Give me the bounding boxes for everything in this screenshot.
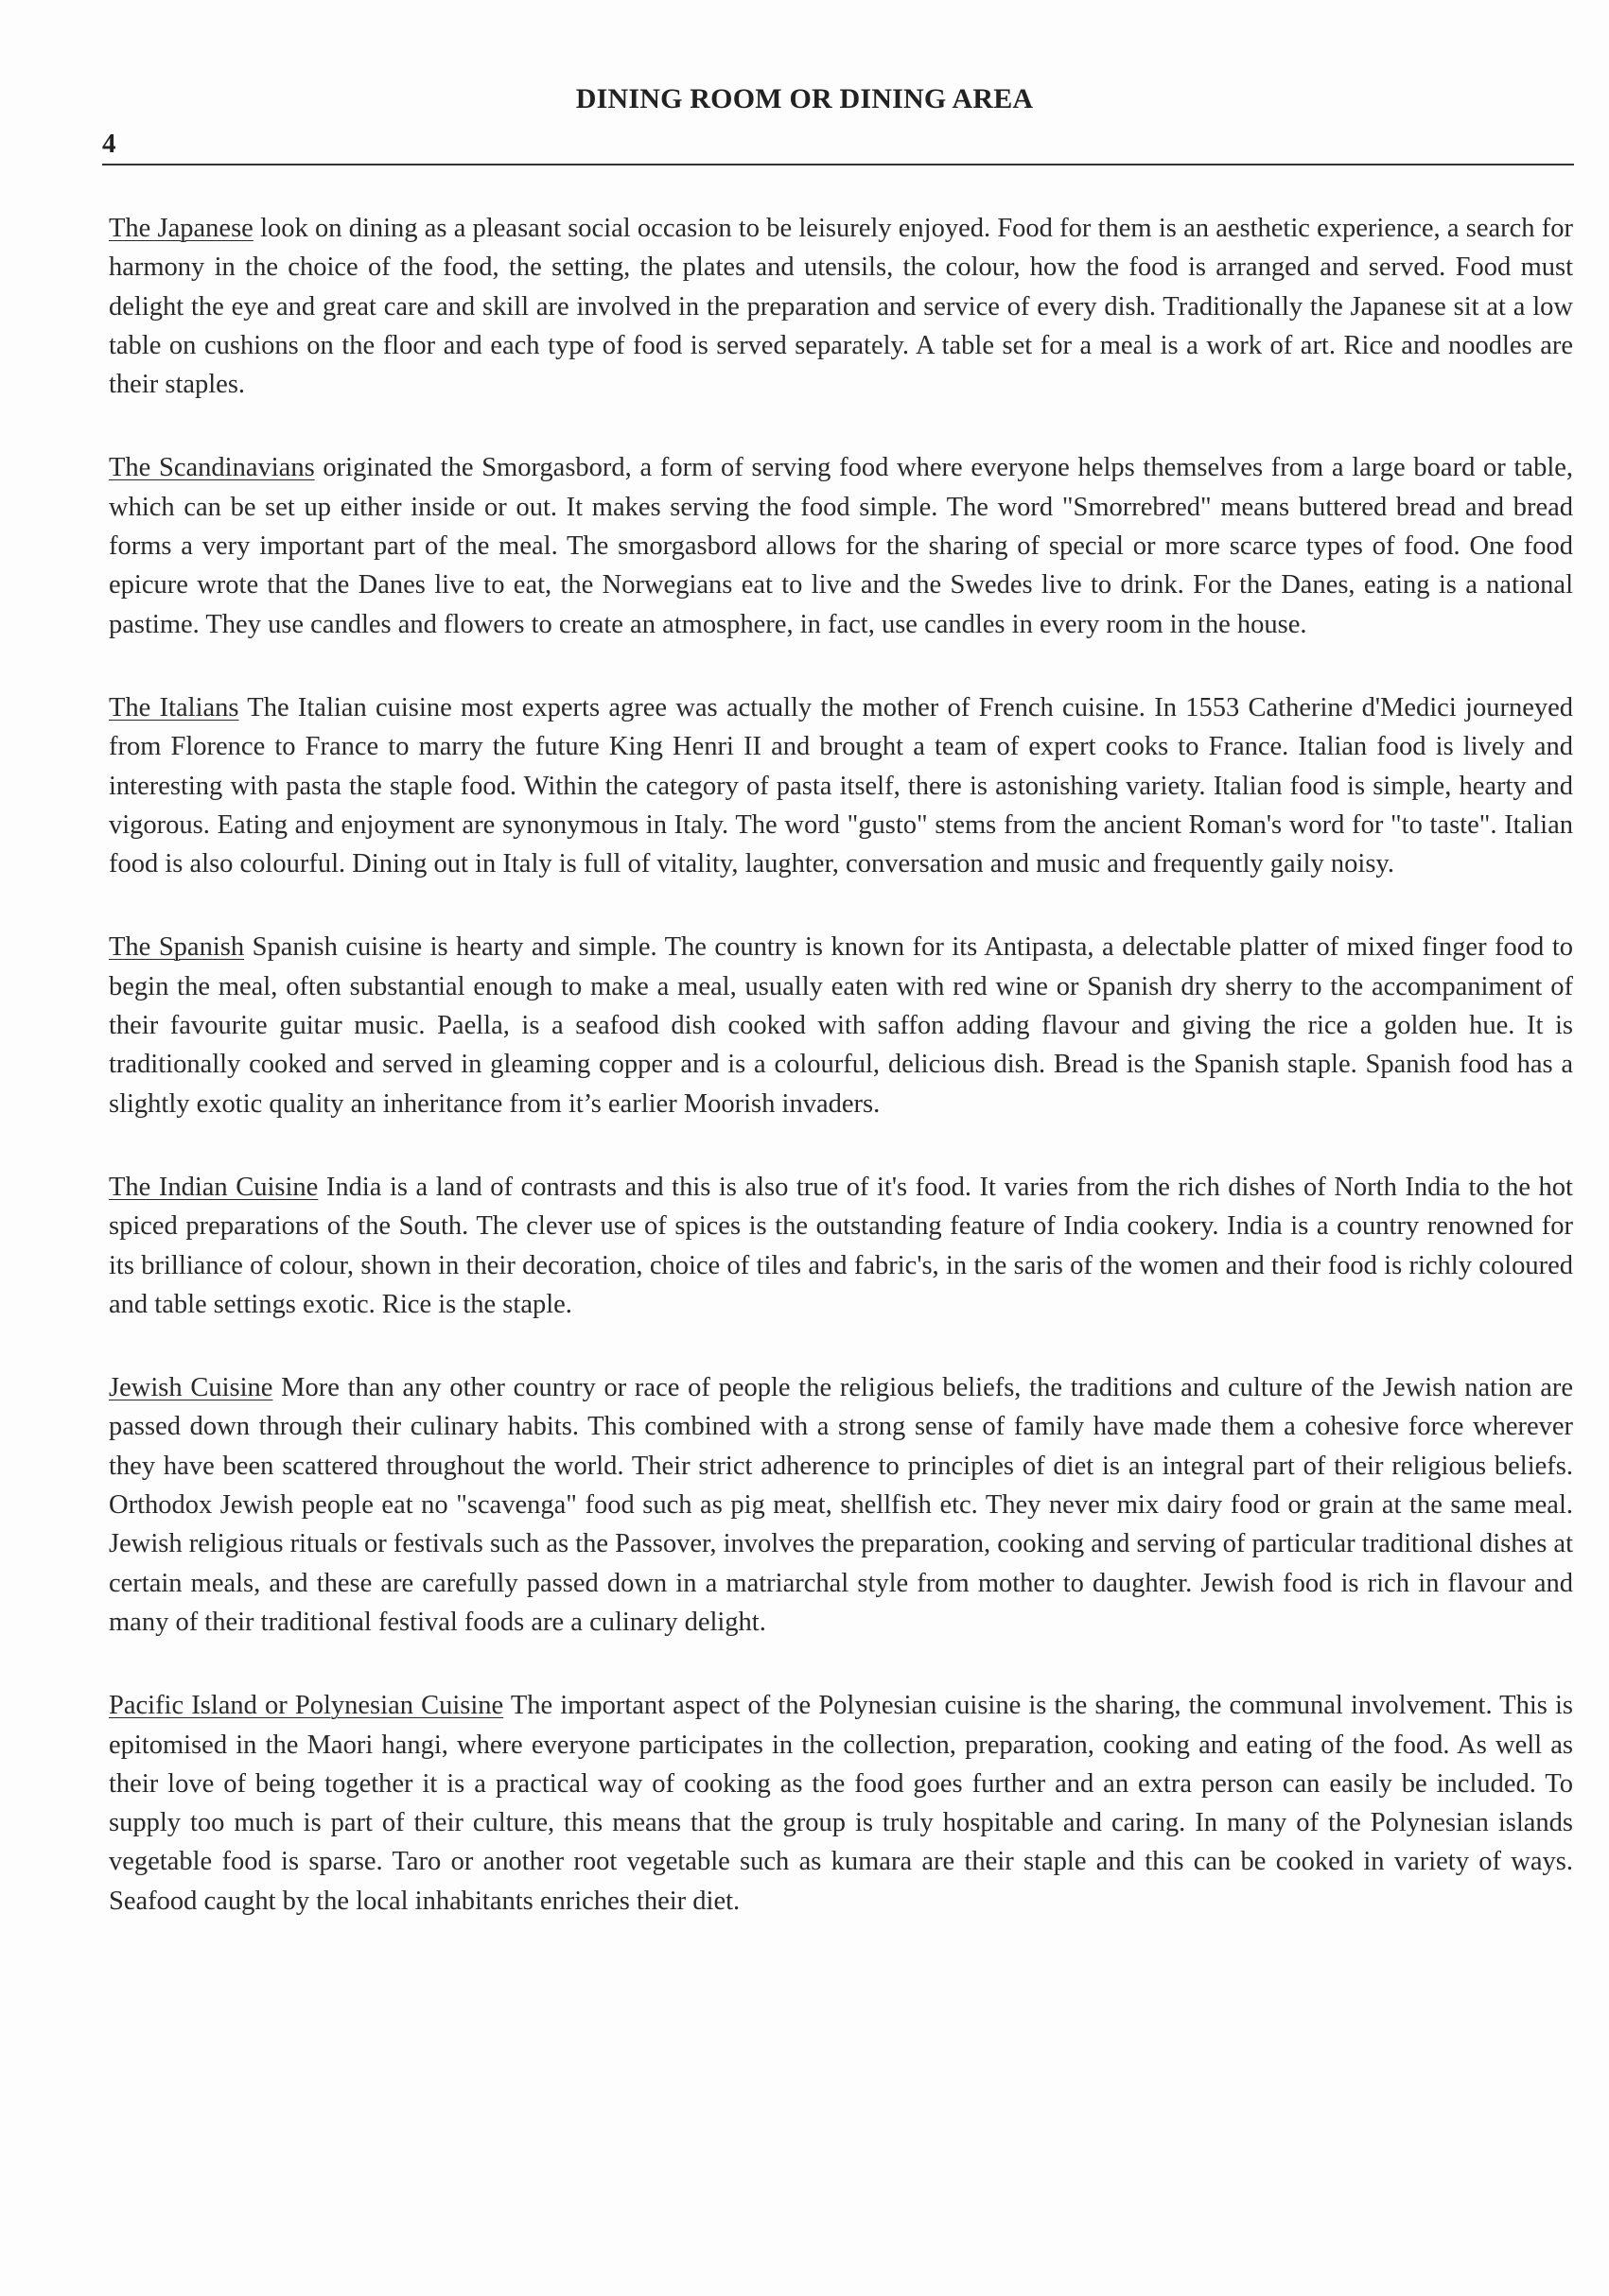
running-title: DINING ROOM OR DINING AREA [575, 83, 1034, 114]
section-heading: The Spanish [109, 932, 245, 963]
section-text: More than any other country or race of people the religious beliefs, the traditions and culture of the Jewish nation are passed down through their culinary habits. This combined with a strong sense of family have made them a cohesive force wherever they have been scattered throughout the world. Their strict adherence to principles of diet is an integral part of their religious beliefs. Orthodox Jewish people eat no "scavenga" food such as pig meat, shellfish etc. They never mix dairy food or grain at the same meal. Jewish religious rituals or festivals such as the Passover, involves the preparation, cooking and serving of particular traditional dishes at certain meals, and these are carefully passed down in a matriarchal style from mother to daughter. Jewish food is rich in flavour and many of their traditional festival foods are a culinary delight. [109, 1373, 1574, 1637]
section-spanish [109, 928, 1573, 1122]
section-indian-cuisine [109, 1168, 1573, 1324]
section-heading: The Japanese [109, 214, 254, 243]
section-heading: The Scandinavians [109, 453, 315, 483]
section-polynesian-cuisine [109, 1686, 1573, 1921]
header-rule [102, 164, 1574, 165]
section-text: Spanish cuisine is hearty and simple. The country is known for its Antipasta, a delectable platter of mixed finger food to begin the meal, often substantial enough to make a meal, usually eaten with red wine or Spanish dry sherry to the accompaniment of their favourite guitar music. Paella, is a seafood dish cooked with saffon adding flavour and giving the rice a golden hue. It is traditionally cooked and served in gleaming copper and is a colourful, delicious dish. Bread is the Spanish staple. Spanish food has a slightly exotic quality an inheritance from it’s earlier Moorish invaders. [109, 932, 1573, 1119]
section-text: The important aspect of the Polynesian cuisine is the sharing, the communal involvement. This is epitomised in the Maori hangi, where everyone participates in the collection, preparation, cooking and eating of the food. As well as their love of being together it is a practical way of cooking as the food goes further and an extra person can easily be included. To supply too much is part of their culture, this means that the group is truly hospitable and caring. In many of the Polynesian islands vegetable food is sparse. Taro or another root vegetable such as kumara are their staple and this can be cooked in variety of ways. Seafood caught by the local inhabitants enriches their diet. [109, 1691, 1573, 1916]
section-japanese [109, 209, 1573, 404]
section-heading: Pacific Island or Polynesian Cuisine [109, 1691, 504, 1721]
section-italians [109, 688, 1573, 883]
section-jewish-cuisine [109, 1368, 1573, 1642]
section-text: India is a land of contrasts and this is also true of it's food. It varies from the rich dishes of North India to the hot spiced preparations of the South. The clever use of spices is the outstanding feature of India cookery. India is a country renowned for its brilliance of colour, shown in their decoration, choice of tiles and fabric's, in the saris of the women and their food is richly coloured and table settings exotic. Rice is the staple. [109, 1172, 1573, 1319]
section-text: The Italian cuisine most experts agree was actually the mother of French cuisine. In 1553 Catherine d'Medici journeyed from Florence to France to marry the future King Henri II and brought a team of expert cooks to France. Italian food is lively and interesting with pasta the staple food. Within the category of pasta itself, there is astonishing variety. Italian food is simple, hearty and vigorous. Eating and enjoyment are synonymous in Italy. The word "gusto" stems from the ancient Roman's word for "to taste". Italian food is also colourful. Dining out in Italy is full of vitality, laughter, conversation and music and frequently gaily noisy. [109, 692, 1573, 879]
section-text: look on dining as a pleasant social occasion to be leisurely enjoyed. Food for them is an aesthetic experience, a search for harmony in the choice of the food, the setting, the plates and utensils, the colour, how the food is arranged and served. Food must delight the eye and great care and skill are involved in the preparation and service of every dish. Traditionally the Japanese sit at a low table on cushions on the floor and each type of food is served separately. A table set for a meal is a work of art. Rice and noodles are their staples. [109, 214, 1574, 400]
section-heading: The Italians [109, 692, 239, 722]
body-content [109, 209, 1573, 1965]
section-heading: Jewish Cuisine [109, 1373, 273, 1403]
section-scandinavians [109, 448, 1573, 643]
section-text: originated the Smorgasbord, a form of serving food where everyone helps themselves from a large board or table, which can be set up either inside or out. It makes serving the food simple. The word "Smorrebred" means buttered bread and bread forms a very important part of the meal. The smorgasbord allows for the sharing of special or more scarce types of food. One food epicure wrote that the Danes live to eat, the Norwegians eat to live and the Swedes live to drink. For the Danes, eating is a national pastime. They use candles and flowers to create an atmosphere, in fact, use candles in every room in the house. [109, 453, 1574, 639]
section-heading: The Indian Cuisine [109, 1172, 319, 1202]
page-number: 4 [102, 129, 116, 159]
